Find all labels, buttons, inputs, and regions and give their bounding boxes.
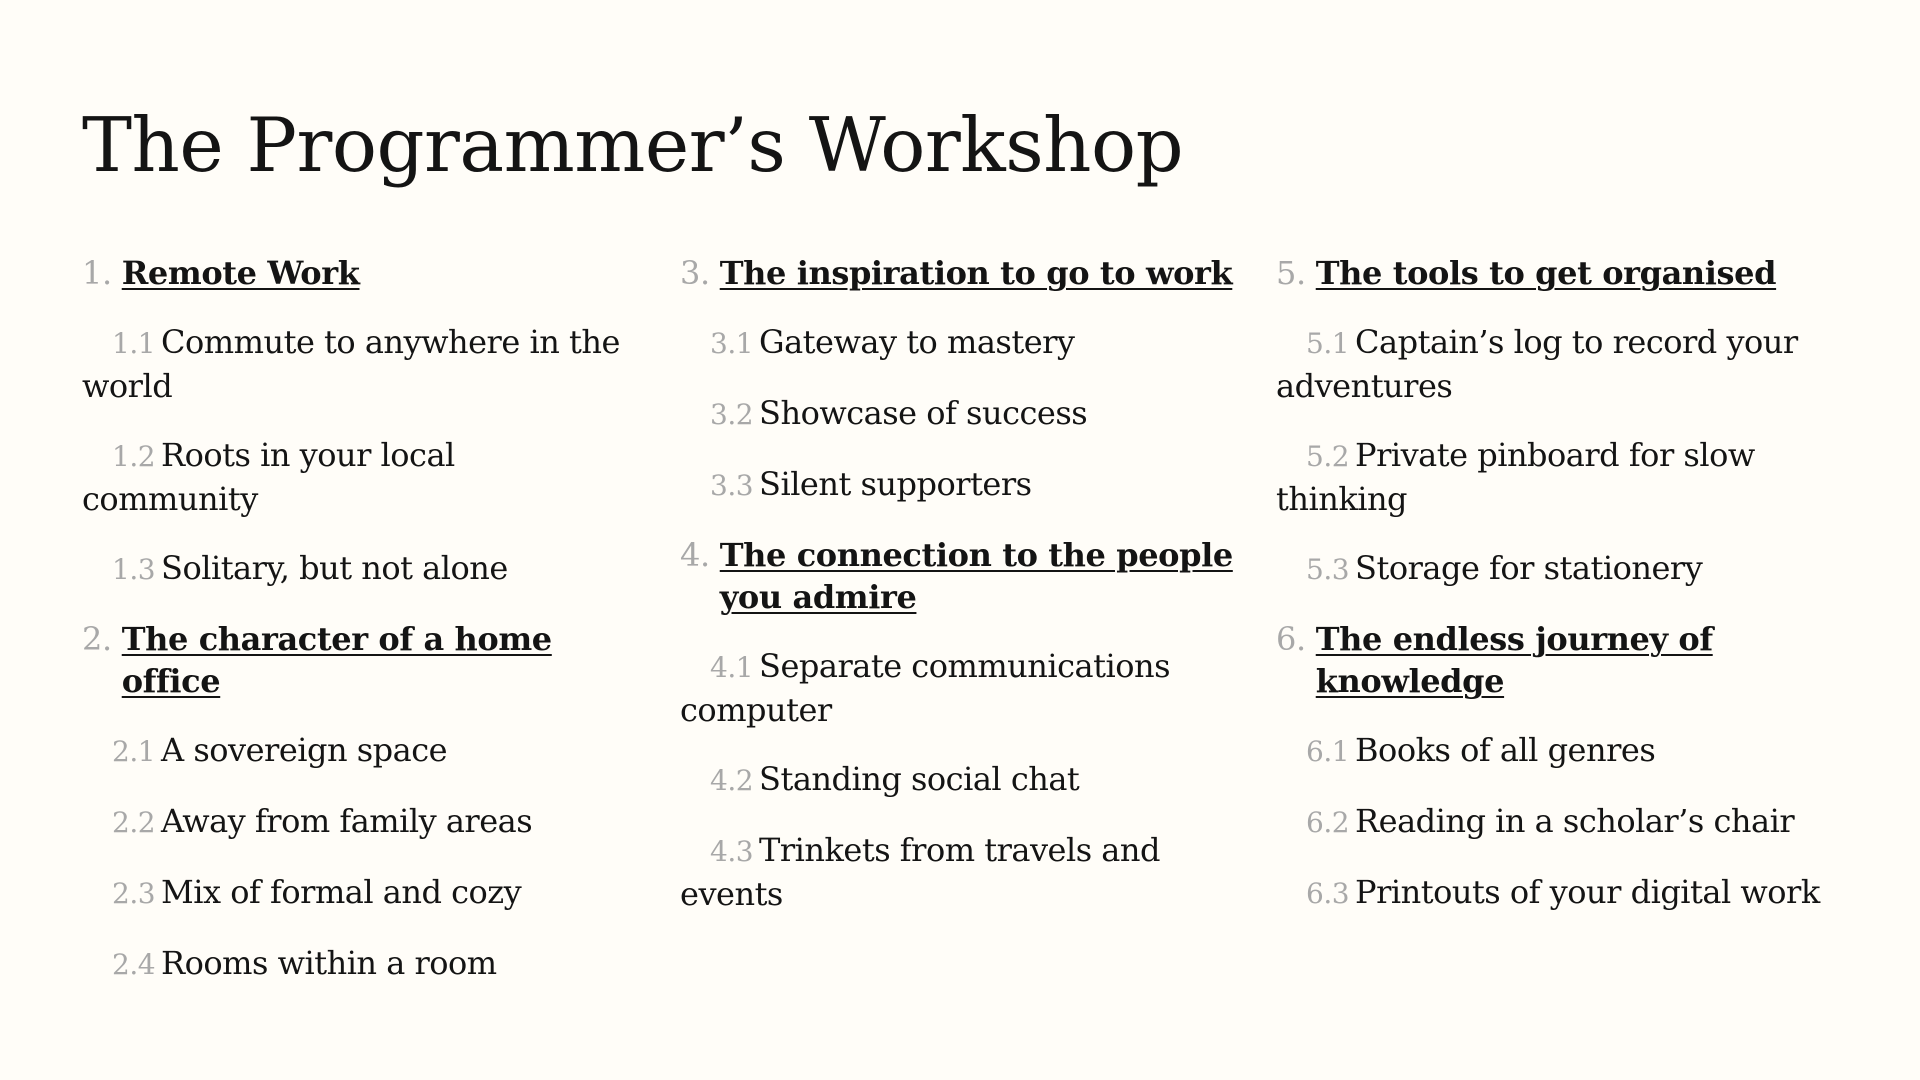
item-number: 3.3: [710, 469, 754, 502]
section-heading: [82, 252, 637, 294]
item-number: 4.3: [710, 835, 754, 868]
toc-item: [82, 942, 637, 986]
section-link-inspiration[interactable]: The inspiration to go to work: [719, 254, 1233, 292]
toc-item: [1276, 547, 1876, 591]
item-text: Storage for stationery: [1355, 549, 1703, 587]
item-text: Commute to anywhere in the world: [82, 323, 620, 405]
item-text: Private pinboard for slow thinking: [1276, 436, 1755, 518]
item-number: 4.2: [710, 764, 754, 797]
toc-item: [680, 758, 1235, 802]
item-text: Away from family areas: [161, 802, 533, 840]
item-text: Rooms within a room: [161, 944, 497, 982]
toc-item: [680, 645, 1235, 731]
toc-item: [82, 729, 637, 773]
toc-section-4: [680, 534, 1235, 915]
item-text: Separate communications computer: [680, 647, 1171, 729]
item-text: Reading in a scholar’s chair: [1355, 802, 1795, 840]
section-link-connection[interactable]: The connection to the people you admire: [719, 536, 1233, 616]
toc-item: [1276, 434, 1876, 520]
toc-item: [680, 463, 1235, 507]
toc-item: [82, 434, 637, 520]
section-number: 6.: [1276, 620, 1306, 658]
toc-item: [680, 829, 1235, 915]
toc-section-6: [1276, 618, 1876, 915]
section-heading: [82, 618, 637, 702]
item-text: Printouts of your digital work: [1355, 873, 1820, 911]
section-heading: [680, 252, 1235, 294]
item-number: 4.1: [710, 651, 754, 684]
item-number: 5.2: [1306, 440, 1350, 473]
item-text: Solitary, but not alone: [161, 549, 508, 587]
item-number: 2.2: [112, 806, 156, 839]
item-text: A sovereign space: [161, 731, 448, 769]
item-number: 3.1: [710, 327, 754, 360]
toc-column-3: [1276, 252, 1876, 942]
item-text: Gateway to mastery: [759, 323, 1075, 361]
toc-section-5: [1276, 252, 1876, 591]
item-text: Silent supporters: [759, 465, 1032, 503]
item-text: Roots in your local community: [82, 436, 455, 518]
item-number: 6.1: [1306, 735, 1350, 768]
item-text: Standing social chat: [759, 760, 1080, 798]
toc-section-3: [680, 252, 1235, 507]
toc-section-1: [82, 252, 637, 591]
item-number: 3.2: [710, 398, 754, 431]
section-link-knowledge[interactable]: The endless journey of knowledge: [1315, 620, 1713, 700]
toc-section-2: [82, 618, 637, 986]
item-text: Showcase of success: [759, 394, 1088, 432]
section-number: 5.: [1276, 254, 1306, 292]
toc-column-2: [680, 252, 1235, 942]
section-number: 1.: [82, 254, 112, 292]
toc-column-1: [82, 252, 637, 1013]
toc-item: [1276, 871, 1876, 915]
section-number: 4.: [680, 536, 710, 574]
item-number: 5.3: [1306, 553, 1350, 586]
item-number: 2.4: [112, 948, 156, 981]
item-number: 5.1: [1306, 327, 1350, 360]
item-number: 6.3: [1306, 877, 1350, 910]
toc-item: [82, 800, 637, 844]
page-title: The Programmer’s Workshop: [82, 101, 1184, 189]
item-number: 2.3: [112, 877, 156, 910]
section-link-tools[interactable]: The tools to get organised: [1315, 254, 1777, 292]
toc-item: [680, 392, 1235, 436]
item-number: 1.1: [112, 327, 156, 360]
item-text: Mix of formal and cozy: [161, 873, 522, 911]
item-text: Trinkets from travels and events: [680, 831, 1160, 913]
item-text: Books of all genres: [1355, 731, 1656, 769]
item-number: 1.3: [112, 553, 156, 586]
item-text: Captain’s log to record your adventures: [1276, 323, 1798, 405]
section-heading: [1276, 618, 1876, 702]
toc-item: [1276, 800, 1876, 844]
toc-item: [1276, 729, 1876, 773]
item-number: 2.1: [112, 735, 156, 768]
section-number: 3.: [680, 254, 710, 292]
section-number: 2.: [82, 620, 112, 658]
section-link-remote-work[interactable]: Remote Work: [121, 254, 360, 292]
section-heading: [1276, 252, 1876, 294]
toc-item: [82, 547, 637, 591]
section-link-home-office[interactable]: The character of a home office: [121, 620, 552, 700]
section-heading: [680, 534, 1235, 618]
toc-item: [82, 871, 637, 915]
toc-item: [680, 321, 1235, 365]
item-number: 6.2: [1306, 806, 1350, 839]
item-number: 1.2: [112, 440, 156, 473]
toc-item: [1276, 321, 1876, 407]
toc-item: [82, 321, 637, 407]
